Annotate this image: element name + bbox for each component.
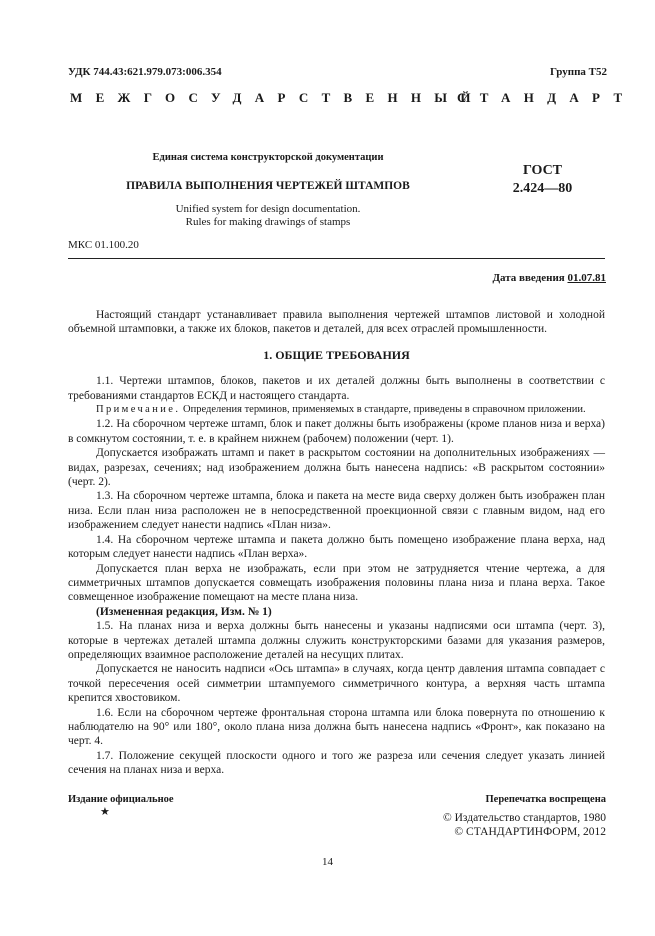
amendment-note: (Измененная редакция, Изм. № 1) (96, 605, 272, 618)
paragraph-1-1: 1.1. Чертежи штампов, блоков, пакетов и их деталей должны быть выполнены в соответствии с требованиями стандартов ЕСКД и настоящего стандарта. (68, 375, 605, 402)
copyright-line-1: © Издательство стандартов, 1980 (442, 812, 606, 824)
english-title (68, 203, 468, 229)
copyright-line-2: © СТАНДАРТИНФОРМ, 2012 (454, 826, 606, 838)
paragraph-1-4-addendum: Допускается план верха не изображать, если при этом не затрудняется чтение чертежа, а для симметричных штампов допускается совмещать изображения половины плана низа и плана верха. Такое совмещенное изображение помещают на месте плана низа. (68, 562, 605, 604)
section-heading: 1. ОБЩИЕ ТРЕБОВАНИЯ (263, 347, 410, 362)
intro-date (492, 272, 606, 284)
paragraph-1-2-addendum: Допускается изображать штамп и пакет в раскрытом состоянии на дополнительных изображениях — видах, разрезах, сечениях; над изображением должна быть нанесена надпись: «В раскрытом состоянии» (черт. 2). (68, 447, 605, 489)
paragraph-1-6: 1.6. Если на сборочном чертеже фронтальная сторона штампа или блока повернута по отношению к наблюдателю на 90° или 180°, около плана низа должна быть нанесена надпись «Фронт», как показано на черт. 4. (68, 706, 605, 748)
intro-date-label: Дата введения (492, 272, 565, 284)
copyright-block (443, 811, 606, 839)
paragraph-1-4: 1.4. На сборочном чертеже штампа и пакета должно быть помещено изображение плана верха, над которым следует нанести надпись «План верха». (68, 533, 605, 561)
document-body (68, 308, 605, 778)
intro-date-value: 01.07.81 (567, 272, 606, 284)
official-edition-label: Издание официальное (68, 794, 174, 805)
document-system: Единая система конструкторской документации (152, 152, 384, 163)
english-title-line-2: Rules for making drawings of stamps (185, 216, 351, 228)
note-paragraph (68, 403, 605, 417)
standard-kind-standard: СТАНДАРТ (457, 90, 636, 105)
header-divider (68, 258, 605, 259)
group-code: Группа Т52 (549, 66, 607, 78)
document-title: ПРАВИЛА ВЫПОЛНЕНИЯ ЧЕРТЕЖЕЙ ШТАМПОВ (126, 180, 410, 192)
star-icon: ★ (100, 806, 110, 818)
gost-label: ГОСТ (522, 163, 563, 178)
udk-code: УДК 744.43:621.979.073:006.354 (68, 66, 222, 78)
gost-designation (495, 162, 590, 198)
paragraph-1-7: 1.7. Положение секущей плоскости одного и того же разреза или сечения следует указать линией сечения на планах низа и верха. (68, 749, 605, 777)
note-text: Определения терминов, применяемых в стандарте, приведены в справочном приложении. (183, 404, 586, 416)
standard-kind-interstate: МЕЖГОСУДАРСТВЕННЫЙ (70, 90, 484, 105)
paragraph-1-2: 1.2. На сборочном чертеже штамп, блок и пакет должны быть изображены (кроме планов низа и верха) в сомкнутом состоянии, т. е. в крайнем нижнем (рабочем) положении (черт. 1). (68, 418, 605, 445)
english-title-line-1: Unified system for design documentation. (175, 203, 361, 215)
paragraph-1-5: 1.5. На планах низа и верха должны быть нанесены и указаны надписями оси штампа (черт. 3), которые в чертежах деталей штампа должны служить конструкторскими базами для указания размеров, определяющих взаимное расположение деталей на несущих плитах. (68, 620, 605, 661)
reprint-prohibited-label: Перепечатка воспрещена (485, 794, 606, 805)
gost-number: 2.424—80 (512, 181, 573, 196)
note-label: Примечание. (96, 404, 181, 416)
page-number: 14 (322, 856, 333, 868)
intro-paragraph: Настоящий стандарт устанавливает правила выполнения чертежей штампов листовой и холодной объемной штамповки, а также их блоков, пакетов и деталей, для всех отраслей промышленности. (68, 309, 605, 336)
mks-code: МКС 01.100.20 (68, 239, 139, 251)
paragraph-1-3: 1.3. На сборочном чертеже штампа, блока и пакета на месте вида сверху должен быть изображен план низа. Если план низа расположен не в непосредственной проекционной связи с главным видом, над его изображением следует нанести надпись «План низа». (68, 490, 605, 532)
paragraph-1-5-addendum: Допускается не наносить надписи «Ось штампа» в случаях, когда центр давления штампа совпадает с точкой пересечения осей симметрии штампуемого симметричного контура, а верхняя часть штампа крепится хвостовиком. (68, 663, 605, 705)
